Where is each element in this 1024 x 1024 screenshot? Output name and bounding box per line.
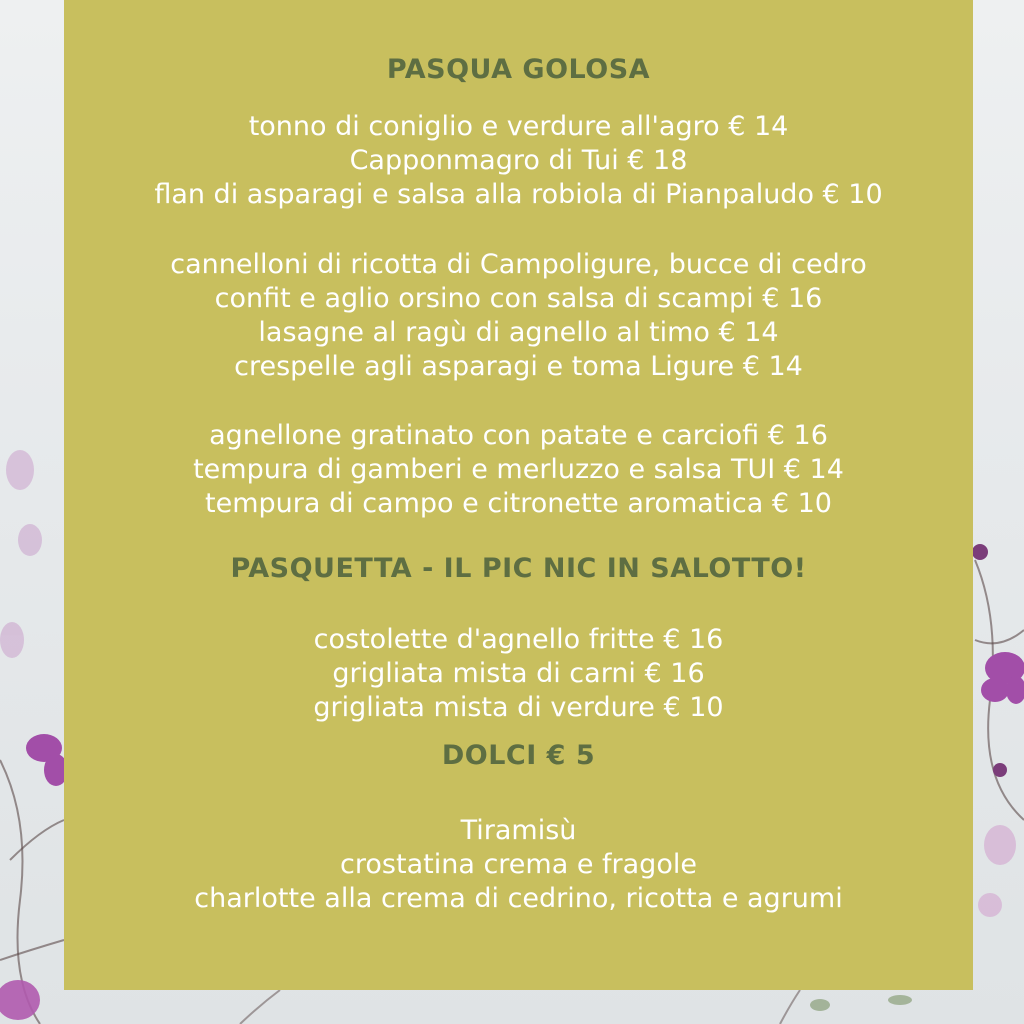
menu-line: crespelle agli asparagi e toma Ligure € 14 — [234, 351, 803, 382]
menu-line: tempura di gamberi e merluzzo e salsa TUI € 14 — [193, 454, 844, 485]
menu-line: costolette d'agnello fritte € 16 — [313, 624, 724, 655]
menu-line: crostatina crema e fragole — [340, 849, 697, 880]
menu-line: grigliata mista di verdure € 10 — [313, 692, 724, 723]
menu-line: confit e aglio orsino con salsa di scampi € 16 — [214, 283, 823, 314]
menu-line: lasagne al ragù di agnello al timo € 14 — [258, 317, 779, 348]
menu-card — [64, 0, 973, 990]
flower-left-1 — [26, 734, 68, 786]
flower-right-1 — [981, 652, 1024, 704]
menu-line: charlotte alla crema di cedrino, ricotta e agrumi — [194, 883, 843, 914]
section-title-pasquetta: PASQUETTA - IL PIC NIC IN SALOTTO! — [230, 553, 807, 584]
section-title-pasqua-golosa: PASQUA GOLOSA — [386, 54, 651, 85]
menu-line: agnellone gratinato con patate e carciofi € 16 — [209, 420, 828, 451]
menu-line: tonno di coniglio e verdure all'agro € 14 — [248, 111, 789, 142]
menu-line: cannelloni di ricotta di Campoligure, bucce di cedro — [170, 249, 867, 280]
menu-line: tempura di campo e citronette aromatica € 10 — [205, 488, 832, 519]
menu-line: flan di asparagi e salsa alla robiola di Pianpaludo € 10 — [154, 179, 883, 210]
menu-line: Tiramisù — [460, 815, 577, 846]
menu-line: grigliata mista di carni € 16 — [332, 658, 705, 689]
menu-line: Capponmagro di Tui € 18 — [349, 145, 688, 176]
section-title-dolci: DOLCI € 5 — [441, 740, 596, 771]
